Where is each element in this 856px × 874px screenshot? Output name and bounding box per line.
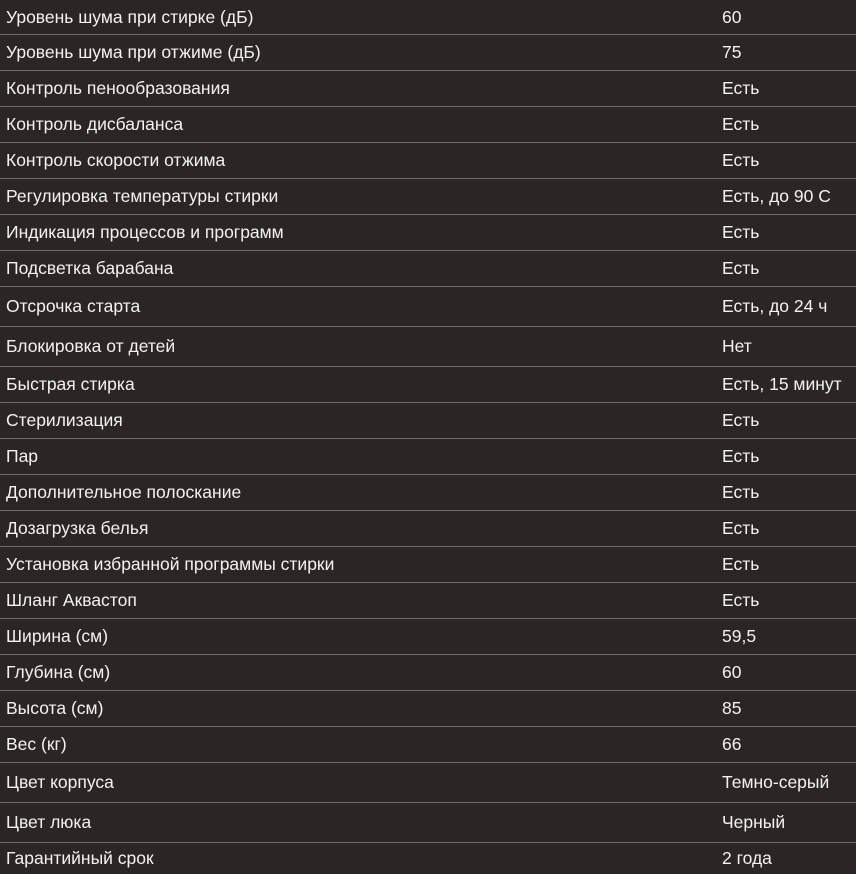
spec-value: Есть, до 24 ч	[722, 296, 828, 316]
spec-name: Подсветка барабана	[6, 258, 174, 278]
spec-value: Есть	[722, 258, 760, 278]
spec-name: Пар	[6, 446, 39, 466]
spec-value: 60	[722, 662, 742, 682]
spec-name: Шланг Аквастоп	[6, 590, 137, 610]
spec-row	[0, 214, 856, 250]
spec-value: Есть	[722, 78, 760, 98]
spec-row	[0, 762, 856, 802]
spec-value: 60	[722, 6, 742, 27]
spec-name: Установка избранной программы стирки	[6, 554, 335, 574]
spec-row	[0, 582, 856, 618]
spec-name: Высота (см)	[6, 698, 104, 718]
spec-value: Черный	[722, 812, 786, 832]
spec-value: Есть	[722, 222, 760, 242]
spec-name: Контроль пенообразования	[6, 78, 230, 98]
spec-row	[0, 286, 856, 326]
spec-value: Есть, до 90 С	[722, 186, 831, 206]
spec-name: Отсрочка старта	[6, 296, 141, 316]
spec-row	[0, 34, 856, 70]
spec-value: 85	[722, 698, 742, 718]
spec-row	[0, 546, 856, 582]
spec-name: Контроль дисбаланса	[6, 114, 184, 134]
spec-value: Нет	[722, 336, 752, 356]
spec-row	[0, 474, 856, 510]
spec-name: Регулировка температуры стирки	[6, 186, 279, 206]
spec-value: Есть	[722, 554, 760, 574]
spec-value: Есть, 15 минут	[722, 374, 842, 394]
spec-row	[0, 842, 856, 874]
spec-value: 2 года	[722, 848, 772, 869]
spec-name: Индикация процессов и программ	[6, 222, 284, 242]
spec-name: Стерилизация	[6, 410, 123, 430]
spec-row	[0, 106, 856, 142]
spec-name: Уровень шума при стирке (дБ)	[6, 6, 254, 27]
spec-name: Уровень шума при отжиме (дБ)	[6, 42, 261, 62]
spec-name: Дозагрузка белья	[6, 518, 149, 538]
spec-value: Есть	[722, 114, 760, 134]
spec-value: Темно-серый	[722, 772, 830, 792]
spec-value: Есть	[722, 446, 760, 466]
spec-name: Цвет корпуса	[6, 772, 114, 792]
spec-row	[0, 142, 856, 178]
spec-value: Есть	[722, 518, 760, 538]
spec-row	[0, 690, 856, 726]
spec-row	[0, 402, 856, 438]
spec-row	[0, 618, 856, 654]
spec-value: Есть	[722, 410, 760, 430]
spec-row	[0, 70, 856, 106]
spec-name: Контроль скорости отжима	[6, 150, 226, 170]
spec-row	[0, 802, 856, 842]
spec-value: Есть	[722, 590, 760, 610]
spec-name: Блокировка от детей	[6, 336, 176, 356]
spec-row	[0, 326, 856, 366]
spec-name: Быстрая стирка	[6, 374, 135, 394]
spec-value: 66	[722, 734, 742, 754]
spec-name: Вес (кг)	[6, 734, 67, 754]
spec-value: Есть	[722, 150, 760, 170]
spec-row	[0, 250, 856, 286]
spec-row	[0, 510, 856, 546]
spec-name: Гарантийный срок	[6, 848, 154, 869]
spec-name: Ширина (см)	[6, 626, 109, 646]
spec-row	[0, 654, 856, 690]
spec-row	[0, 178, 856, 214]
spec-value: 59,5	[722, 626, 757, 646]
spec-name: Дополнительное полоскание	[6, 482, 242, 502]
spec-name: Цвет люка	[6, 812, 92, 832]
spec-row	[0, 438, 856, 474]
spec-value: Есть	[722, 482, 760, 502]
spec-name: Глубина (см)	[6, 662, 111, 682]
spec-row	[0, 0, 856, 34]
spec-row	[0, 726, 856, 762]
spec-row	[0, 366, 856, 402]
spec-value: 75	[722, 42, 742, 62]
